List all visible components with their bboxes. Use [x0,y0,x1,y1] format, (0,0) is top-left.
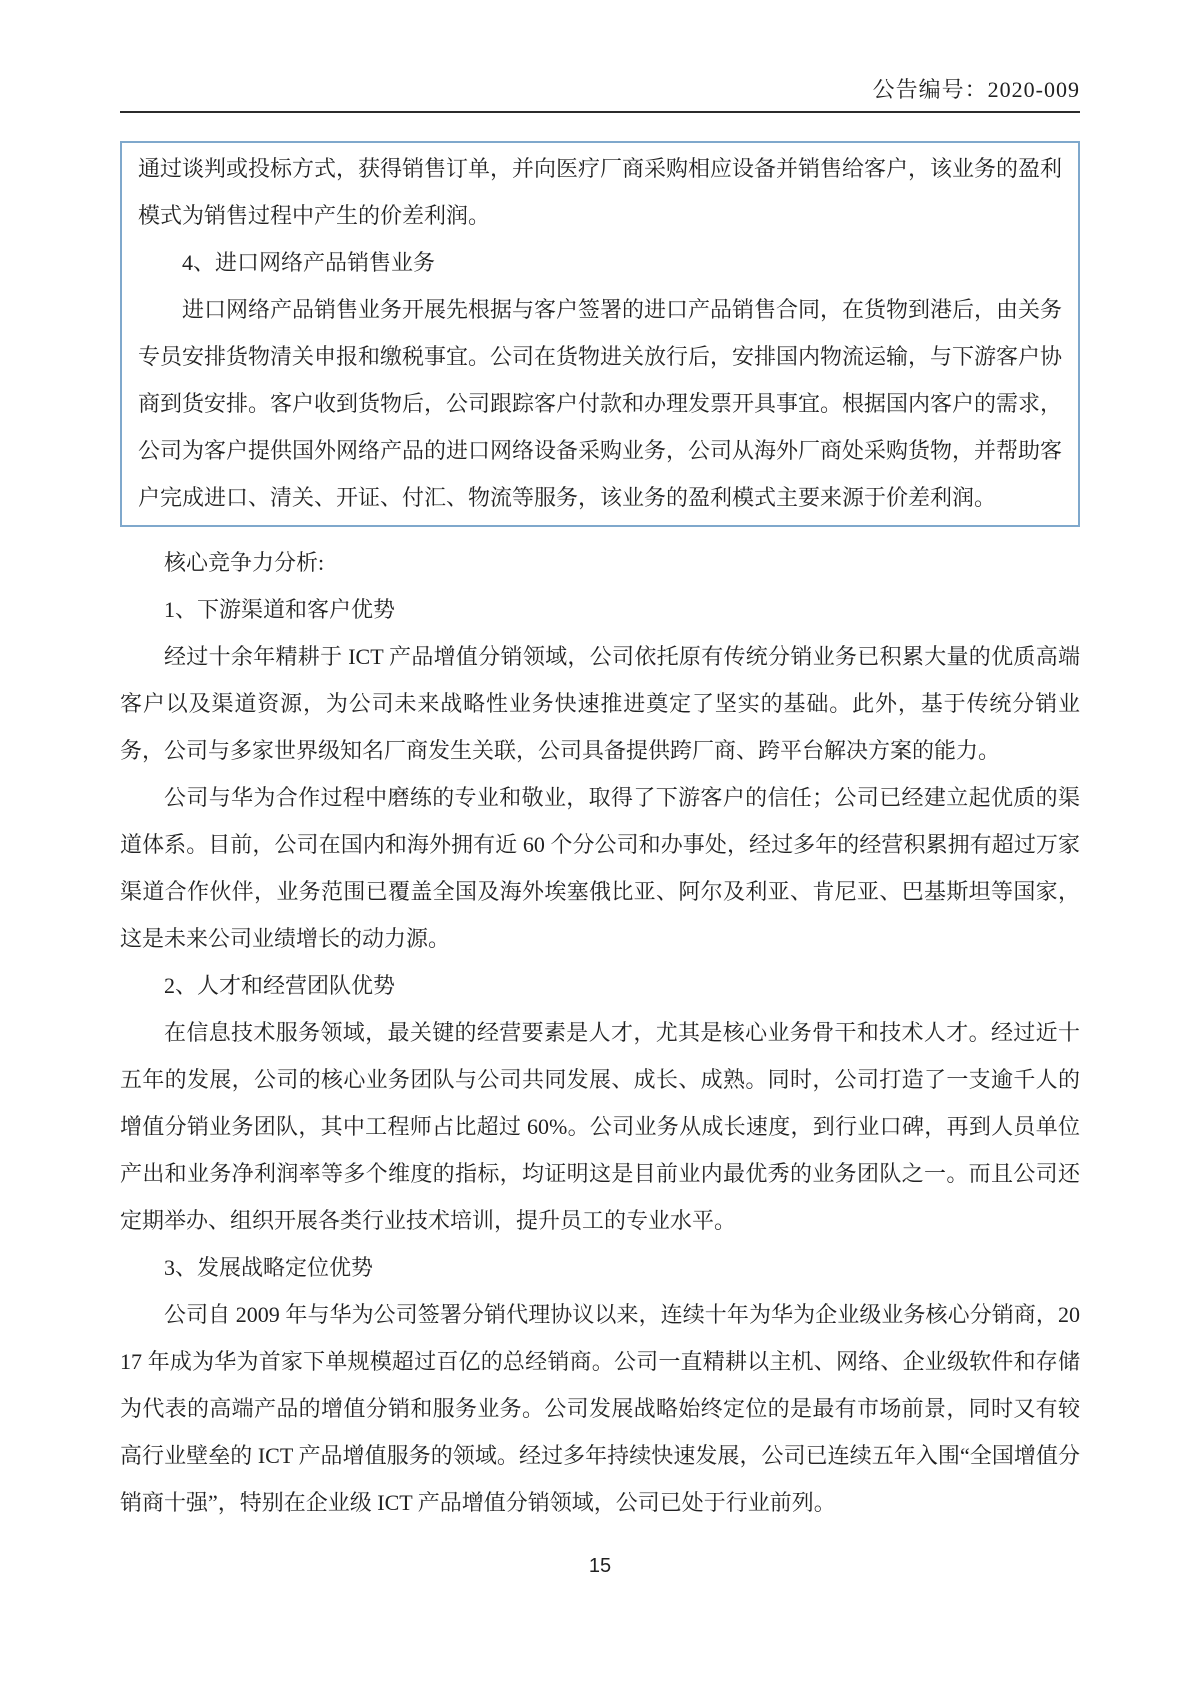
heading-talent-team-advantage: 2、人才和经营团队优势 [164,973,396,998]
core-competitiveness-title: 核心竞争力分析: [164,550,325,575]
section-heading-import-network-sales: 4、进口网络产品销售业务 [182,250,436,275]
notice-number: 公告编号：2020-009 [872,77,1080,102]
heading-downstream-channel-advantage: 1、下游渠道和客户优势 [164,597,396,622]
paragraph-talent-team: 在信息技术服务领域，最关键的经营要素是人才，尤其是核心业务骨干和技术人才。经过近十五年的发展，公司的核心业务团队与公司共同发展、成长、成熟。同时，公司打造了一支逾千人的增值分销业务团队，其中工程师占比超过 60%。公司业务从成长速度，到行业口碑，再到人员单位产出和业务净利润率等多个维度的指标，均证明这是目前业内最优秀的业务团队之一。而且公司还定期举办、组织开展各类行业技术培训，提升员工的专业水平。 [120,1020,1080,1233]
heading-strategy-positioning-advantage: 3、发展战略定位优势 [164,1255,374,1280]
header-divider [120,111,1080,113]
highlighted-text-box [120,141,1080,527]
paragraph-downstream-channel-1: 经过十余年精耕于 ICT 产品增值分销领域，公司依托原有传统分销业务已积累大量的优质高端客户以及渠道资源，为公司未来战略性业务快速推进奠定了坚实的基础。此外，基于传统分销业务，公司与多家世界级知名厂商发生关联，公司具备提供跨厂商、跨平台解决方案的能力。 [120,644,1080,763]
page-footer [120,1552,1080,1580]
paragraph-strategy-positioning: 公司自 2009 年与华为公司签署分销代理协议以来，连续十年为华为企业级业务核心分销商，2017 年成为华为首家下单规模超过百亿的总经销商。公司一直精耕以主机、网络、企业级软件和存储为代表的高端产品的增值分销和服务业务。公司发展战略始终定位的是最有市场前景，同时又有较高行业壁垒的 ICT 产品增值服务的领域。经过多年持续快速发展，公司已连续五年入围“全国增值分销商十强”，特别在企业级 ICT 产品增值分销领域，公司已处于行业前列。 [120,1302,1080,1515]
page-number: 15 [588,1555,612,1577]
page-content [120,0,1080,1580]
paragraph-downstream-channel-2: 公司与华为合作过程中磨练的专业和敬业，取得了下游客户的信任；公司已经建立起优质的渠道体系。目前，公司在国内和海外拥有近 60 个分公司和办事处，经过多年的经营积累拥有超过万家渠道合作伙伴，业务范围已覆盖全国及海外埃塞俄比亚、阿尔及利亚、肯尼亚、巴基斯坦等国家，这是未来公司业绩增长的动力源。 [120,785,1080,951]
box-paragraph-continuation: 通过谈判或投标方式，获得销售订单，并向医疗厂商采购相应设备并销售给客户，该业务的盈利模式为销售过程中产生的价差利润。 [138,156,1063,228]
page-header [120,76,1080,113]
box-paragraph-import-network-sales: 进口网络产品销售业务开展先根据与客户签署的进口产品销售合同，在货物到港后，由关务专员安排货物清关申报和缴税事宜。公司在货物进关放行后，安排国内物流运输，与下游客户协商到货安排。客户收到货物后，公司跟踪客户付款和办理发票开具事宜。根据国内客户的需求，公司为客户提供国外网络产品的进口网络设备采购业务，公司从海外厂商处采购货物，并帮助客户完成进口、清关、开证、付汇、物流等服务，该业务的盈利模式主要来源于价差利润。 [138,297,1063,510]
core-competitiveness-section [120,539,1080,1526]
